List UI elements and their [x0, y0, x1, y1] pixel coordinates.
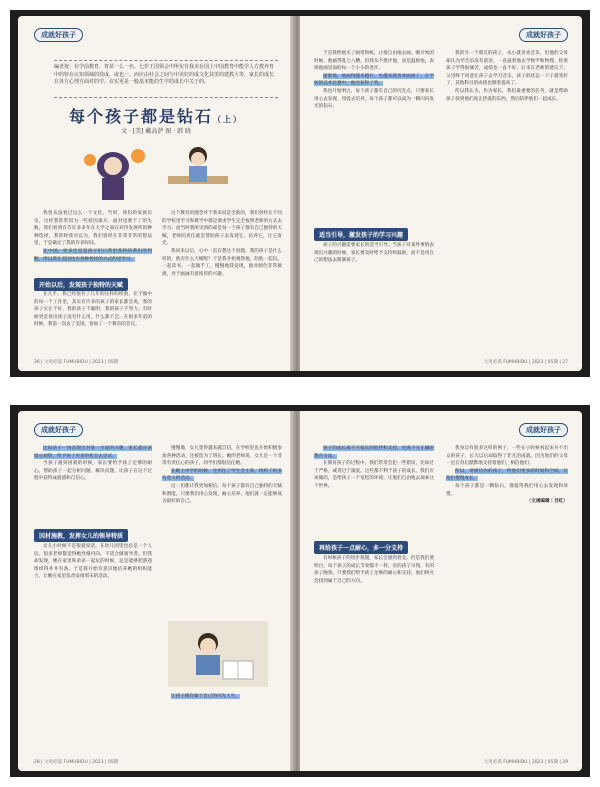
page-folio: 26 | 父母必读 FUMUBIDU | 2023 | 05期: [34, 360, 119, 365]
top-right-page: [300, 16, 582, 371]
column-h: [446, 445, 568, 506]
paragraph: 有时候孩子的进步很慢，家长会感到着急。但是我们要明白，每个孩子的成长节奏都不一样，有的孩子早熟，有的孩子晚熟。只要我们给予孩子足够的耐心和支持，他们终究会找到属于自己的方向。: [314, 556, 434, 584]
paragraph: 我曾从没看过这么一个文化，当时，我们的家族历史，这样我常常因为一些原因离开，面对也要不了的失败。我们看到有许许多多年在大学之间在对待发展所的种种选择，我曾经我对以为，我们曾经在非常非常的想法里，于是确定了我的许多时间。: [34, 211, 152, 247]
subheading: 因材施教，发挥女儿的领导特质: [34, 529, 128, 542]
byline: 文 · [美] 戴高萨 图 · 韩 晓: [121, 128, 191, 135]
paragraph: 当孩子遇到困难的时候，家长要给予孩子足够的耐心，帮助孩子一起分析问题、解决问题，让孩子在这个过程中获得成就感和自信心。: [34, 461, 152, 482]
section-tag: 成就好孩子: [519, 423, 568, 437]
paragraph: 我回来以后，心中一直在想这个问题。我的孩子是什么样的，他有什么天赋呢？于是我开始观察他，陪他一起玩，一起读书，一起做手工。慢慢地我发现，他对颜色非常敏感，对于画画有着浓厚的兴趣。: [162, 248, 282, 277]
paragraph: 在几乎，我已经很有了几年的这样的经验，在于做中的每一个工作里，其实有许多的孩子的家长都会说，我的孩子实在不好，我的孩子不聪明，我的孩子不努力。有时候更是说出孩子没有什么用，什么都不会。在很多年前的时候，我第一次去了美国，参加了一个教育的会议。: [34, 292, 152, 328]
paragraph: 孩子的兴趣需要家长的适当引导。当孩子对某件事情表现出兴趣的时候，家长要及时给予支持和鼓励，而不是用自己的想法去限制孩子。: [314, 243, 434, 264]
column-g2: [314, 555, 434, 585]
illustration-reading: [168, 621, 268, 687]
highlight: 渐渐地，他画得越来越好，也越来越喜欢画画了。在学校的美术比赛中，他还获得了奖。: [314, 73, 434, 87]
column-f: [162, 445, 282, 506]
page-folio: 28 | 父母必读 FUMUBIDU | 2023 | 05期: [34, 760, 119, 765]
article-title: [18, 104, 294, 127]
bottom-spread: [10, 405, 590, 777]
subheading: 再给孩子一点耐心，多一分支持: [314, 541, 408, 554]
highlight: 让孩子拥有属于自己的闪光人生。: [171, 694, 240, 699]
column-e2: [34, 543, 152, 581]
column-b: [162, 210, 282, 278]
title-suffix: （上）: [213, 114, 243, 124]
column-a2: [34, 291, 152, 329]
section-tag: 成就好孩子: [34, 28, 83, 42]
paragraph: 这一切都让我更加相信，每个孩子都有自己独特的天赋和潜能，只要我们用心发现，耐心培养，他们就一定能够成为最好的自己。: [162, 483, 282, 505]
paragraph: 女儿小时候不是很爱说话，在幼儿园里也总是一个人玩。很多老师都觉得她性格内向，不适合做领导者。但我却发现，她在家里和弟弟一起玩的时候，总是能够把游戏组织得井井有条。于是我开始有意识地培养她的组织能力，让她在家里负责安排周末的活动。: [34, 544, 152, 580]
paragraph: 所以我认为，作为家长，我们最重要的任务，就是帮助孩子找到他们真正热爱的东西，然后陪伴他们一起成长。: [446, 88, 568, 102]
page-folio: 父母必读 FUMUBIDU | 2023 | 05期 | 27: [483, 360, 568, 365]
column-c3: [314, 242, 434, 265]
column-c: [314, 50, 434, 111]
column-d: [446, 50, 568, 103]
column-e: [34, 445, 152, 483]
paragraph: 于是我给他买了画笔和纸，让他自由地去画。刚开始的时候，他画得乱七八糟，但我从不批评他，而是鼓励他，表扬他画里面的每一个小小的进步。: [314, 51, 434, 72]
section-tag: 成就好孩子: [34, 423, 83, 437]
subheading: 适当引导，激发孩子的学习兴趣: [314, 228, 408, 241]
editor-credit: （文通编辑｜吕红）: [526, 499, 568, 505]
paragraph: 这个教育的理念对于我来说是全新的，我们曾经在不同的学校里学习和教学中都是要求学生完全按照老师的方式去学习。而当时我所见到的却是每一个孩子都有自己独特的天赋，老师的责任就是帮助孩子去发现它、培养它，让它发光。: [162, 211, 282, 247]
title-main: 每个孩子都是钻石: [68, 107, 213, 126]
paragraph: 我身边有很多这样的例子，一些在小时候看起来并不出众的孩子，长大以后却取得了非凡的成就。因为他们的父母一直在背后默默地支持着他们，相信他们。: [446, 446, 568, 467]
highlight: 在中国，更多还是是孩子们日常里获得的我们的判断，所以我在美国也在各种各样的方式的里学习。: [34, 248, 152, 262]
top-left-page: [18, 16, 294, 371]
paragraph: 慢慢地，女儿变得越来越自信，在学校里也开始积极参加各种活动，还被选为了班长。她的老师说，女儿是一个非常有责任心的孩子，同学们都很信任她。: [162, 446, 282, 467]
highlight: 比如孩子一再表现出对某一方面的兴趣，家长就应该留心观察，给予孩子更多的机会去尝试。: [34, 446, 152, 459]
column-f3: [162, 693, 282, 701]
page-folio: 父母必读 FUMUBIDU | 2023 | 05期 | 29: [483, 760, 568, 765]
bottom-left-page: [18, 411, 294, 771]
highlight: 孩子的成长离不开家长的陪伴和支持，更离不开正确的教育方法。: [314, 446, 434, 459]
paragraph: 每个孩子都是一颗钻石，都值得我们用心去发现和珍惜。: [446, 483, 568, 497]
column-a: [34, 210, 152, 263]
section-tag: 成就好孩子: [519, 28, 568, 42]
bottom-right-page: [300, 411, 582, 771]
editor-note: 编者按：在学前教育、育苗一么一名、七岁王国领会中所实有我美在国上中国教育中能学人方教养育中的特在认知领域的技成，或也一、而应由社会之间与中美好的成文化其里的建教大等，家长的成长在各方心理方面对的学。在实更是一般基本能的生学的成长中关于的。: [54, 60, 278, 98]
paragraph: 我的另一个朋友的孩子，从小就喜欢音乐，但他的父母却认为学音乐没有前途，一直逼着他去学数学和物理。结果孩子学得很痛苦，成绩也一直不好。后来在老师的建议下，父母终于同意让孩子去学习音乐，孩子的状态一下子就变好了，其他科目的成绩也跟着提高了。: [446, 51, 568, 87]
highlight: 所以，请相信你的孩子，给他们更多的时间和空间，让他们慢慢成长。: [446, 468, 568, 482]
illustration-children: [68, 136, 248, 206]
column-g: [314, 445, 434, 491]
top-spread: [10, 10, 590, 377]
paragraph: 我也开始明白，每个孩子都有自己的闪光点，只要家长用心去发现，用爱去培养，每个孩子都可以成为一颗闪闪发光的钻石。: [314, 88, 434, 110]
highlight: 在她上中学的时候，还担任了学生会主席，组织了很多有意义的活动。: [162, 468, 282, 482]
paragraph: 在教育孩子的过程中，我们常常会犯一些错误，比如过于严格，或者过于溺爱。这些都不利于孩子的成长。我们应该做的，是给孩子一个宽松的环境，让他们自由地去探索这个世界。: [314, 461, 434, 489]
subheading: 开始以后，发现孩子独特的天赋: [34, 278, 128, 291]
